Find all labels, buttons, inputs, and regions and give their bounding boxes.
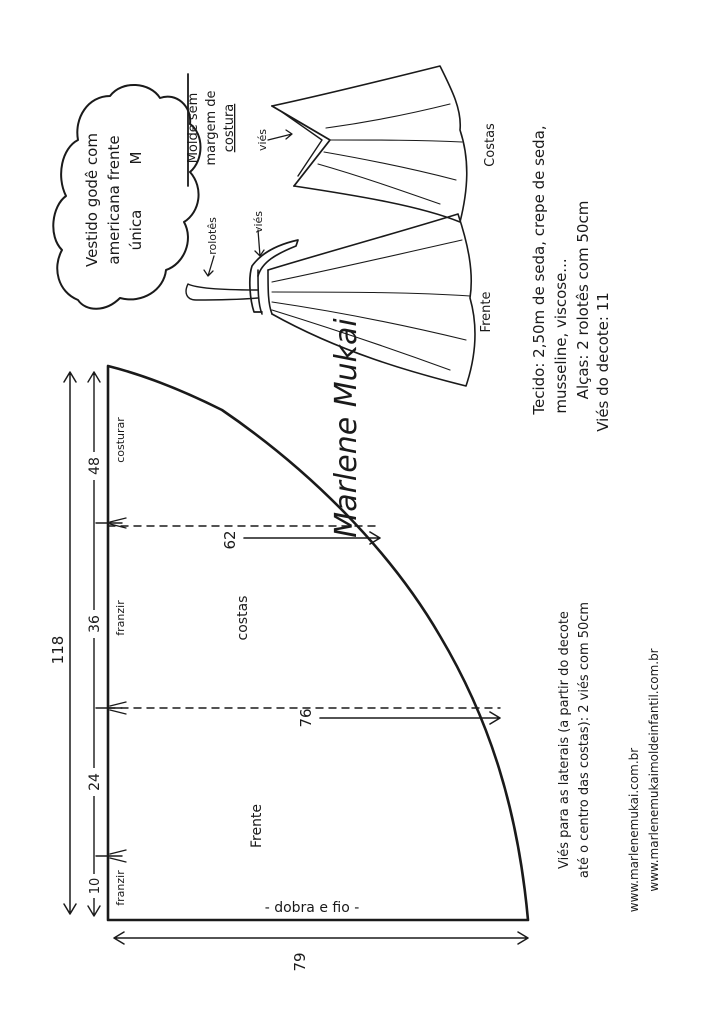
dress-back-illustration — [256, 66, 498, 222]
materials-fabric: Tecido: 2,50m de seda, crepe de seda, — [530, 125, 548, 415]
title-line-3: única — [127, 209, 145, 251]
front-straps — [186, 284, 258, 300]
dim-seg-top-label: 48 — [87, 457, 103, 475]
front-skirt-outline — [268, 214, 475, 386]
fold-label: - dobra e fio - — [264, 900, 360, 916]
front-waist-band — [258, 270, 272, 314]
signature-text: Marlene Mukai — [329, 318, 364, 538]
dim-seg-gather-front-label: 10 — [88, 877, 103, 895]
title-line-1: Vestido godê com — [83, 133, 101, 267]
materials-straps: Alças: 2 rolotês com 50cm — [574, 200, 592, 400]
materials-notes — [530, 125, 612, 431]
back-skirt-folds — [318, 104, 462, 204]
back-vies-label: viés — [256, 128, 269, 152]
dim-total-label: 118 — [49, 635, 67, 665]
title-size: M — [127, 151, 145, 165]
title-cloud-outline — [53, 85, 200, 309]
dim-width-label: 79 — [291, 952, 309, 972]
dim-width-line — [114, 932, 528, 944]
edge-gather-front-label: franzir — [114, 870, 127, 906]
radius-back-label: 62 — [221, 530, 239, 550]
piece-front-label: Frente — [249, 803, 265, 849]
guide-front-arrow — [320, 712, 500, 724]
edge-sew-label: costurar — [114, 417, 127, 463]
bias-note-line-2: até o centro das costas): 2 viés com 50cm — [577, 601, 592, 879]
back-bodice-v — [272, 106, 330, 186]
credit-site-2: www.marlenemukaimoldeinfantil.com.br — [647, 648, 661, 892]
piece-back-label: costas — [235, 595, 251, 641]
seam-note-line-1: Molde sem — [186, 92, 201, 164]
materials-neck: Viés do decote: 11 — [594, 292, 612, 432]
rolotes-arrow — [204, 256, 214, 276]
signature — [329, 318, 364, 538]
credits — [627, 648, 661, 912]
front-vies-label: viés — [252, 210, 265, 234]
dim-seg-mid-label: 24 — [87, 773, 103, 791]
bias-note — [557, 602, 592, 878]
back-skirt-outline — [272, 66, 467, 222]
pattern-outline — [108, 366, 528, 920]
back-vies-arrow — [268, 130, 292, 140]
pattern-piece — [96, 366, 528, 920]
radius-front-label: 76 — [297, 708, 315, 728]
back-label: Costas — [483, 123, 498, 167]
credit-site-1: www.marlenemukai.com.br — [627, 747, 641, 913]
front-label: Frente — [479, 291, 494, 333]
segment-tick-arrows — [110, 518, 126, 862]
materials-fabric-cont: musseline, viscose... — [552, 258, 570, 414]
back-bodice-v-inner — [282, 112, 322, 176]
seam-note-line-3: costura — [222, 103, 237, 153]
title-block — [53, 85, 200, 309]
seam-note-line-2: margem de — [204, 90, 219, 166]
rolotes-label: rolotês — [206, 217, 219, 255]
title-line-2: americana frente — [105, 135, 123, 265]
dim-seg-gather-back-label: 36 — [87, 615, 103, 633]
edge-gather-back-label: franzir — [114, 600, 127, 636]
front-bodice — [250, 240, 298, 312]
bias-note-line-1: Viés para as laterais (a partir do decote — [557, 611, 572, 869]
